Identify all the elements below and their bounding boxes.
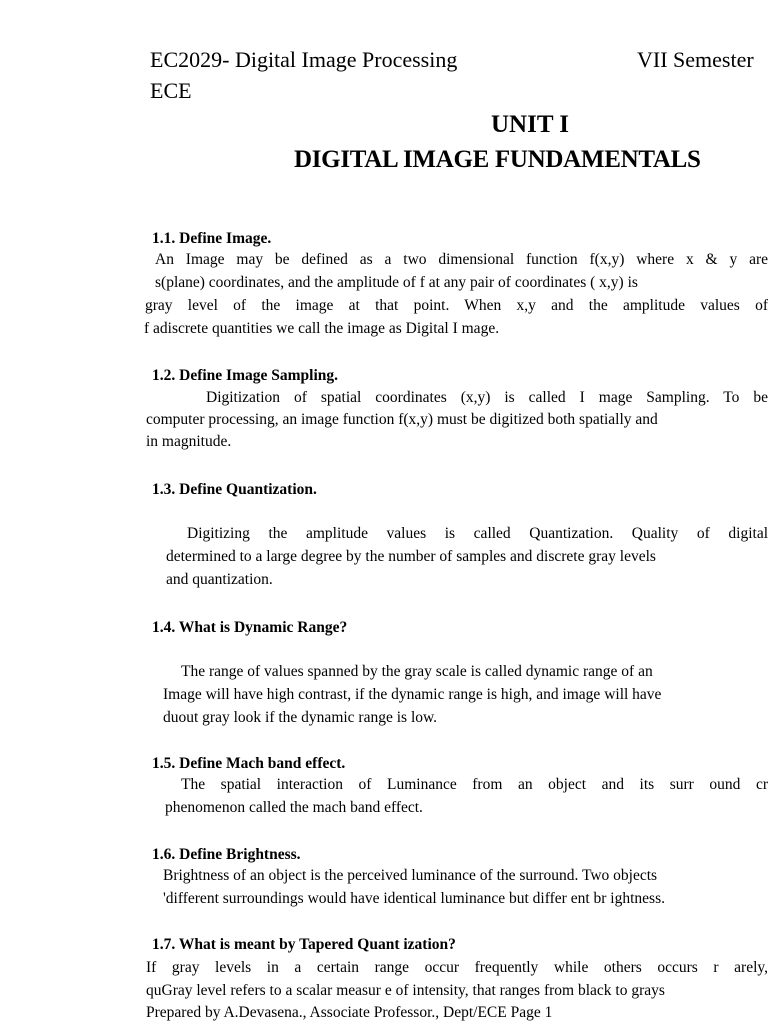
section-1-3-line-2: determined to a large degree by the number of samples and discrete gray levels (166, 548, 656, 565)
section-1-2-line-2: computer processing, an image function f(x,y) must be digitized both spatially and (146, 411, 658, 428)
section-heading-1-3: 1.3. Define Quantization. (152, 481, 317, 498)
page-footer: Prepared by A.Devasena., Associate Professor., Dept/ECE Page 1 (146, 1004, 553, 1021)
unit-title: UNIT I (491, 111, 570, 138)
section-1-6-line-2: 'different surroundings would have identical luminance but differ ent br ightness. (163, 890, 665, 907)
section-1-5-line-2: phenomenon called the mach band effect. (165, 799, 423, 816)
page-heading: DIGITAL IMAGE FUNDAMENTALS (294, 146, 701, 173)
section-1-1-line-4: f adiscrete quantities we call the image as Digital I mage. (144, 320, 500, 337)
section-heading-1-6: 1.6. Define Brightness. (152, 846, 301, 863)
section-1-7-line-1: If gray levels in a certain range occur frequently while others occurs r arely, (146, 959, 768, 976)
section-1-4-line-2: Image will have high contrast, if the dynamic range is high, and image will have (163, 686, 662, 703)
section-1-6-line-1: Brightness of an object is the perceived luminance of the surround. Two objects (163, 867, 658, 884)
section-1-2-line-1: Digitization of spatial coordinates (x,y) is called I mage Sampling. To be (206, 389, 768, 406)
section-1-3-line-3: and quantization. (166, 571, 273, 588)
section-1-3-line-1: Digitizing the amplitude values is called Quantization. Quality of digital (187, 525, 768, 542)
section-1-1-line-3: gray level of the image at that point. When x,y and the amplitude values of (145, 297, 768, 314)
section-heading-1-2: 1.2. Define Image Sampling. (152, 367, 338, 384)
course-title: EC2029- Digital Image Processing (150, 47, 458, 72)
department-label: ECE (150, 78, 192, 103)
section-1-1-line-1: An Image may be defined as a two dimensional function f(x,y) where x & y are (155, 251, 768, 268)
section-1-4-line-3: duout gray look if the dynamic range is low. (163, 709, 438, 726)
section-1-7-line-2: quGray level refers to a scalar measur e of intensity, that ranges from black to grays (146, 982, 665, 999)
section-heading-1-4: 1.4. What is Dynamic Range? (152, 619, 348, 636)
semester-label: VII Semester (637, 47, 754, 72)
section-heading-1-7: 1.7. What is meant by Tapered Quant ization? (152, 936, 456, 953)
section-1-4-line-1: The range of values spanned by the gray scale is called dynamic range of an (181, 663, 653, 680)
section-heading-1-5: 1.5. Define Mach band effect. (152, 755, 346, 772)
section-1-1-line-2: s(plane) coordinates, and the amplitude of f at any pair of coordinates ( x,y) is (155, 274, 638, 291)
section-heading-1-1: 1.1. Define Image. (152, 230, 272, 247)
section-1-5-line-1: The spatial interaction of Luminance from an object and its surr ound cr (181, 776, 768, 793)
section-1-2-line-3: in magnitude. (146, 433, 232, 450)
